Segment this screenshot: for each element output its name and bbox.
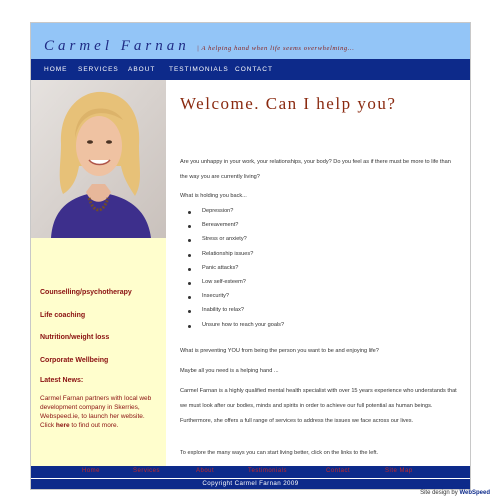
holding-back-text: What is holding you back... <box>180 193 247 199</box>
webspeed-link[interactable]: WebSpeed <box>459 490 490 496</box>
list-item: Panic attacks? <box>188 265 284 279</box>
sidebar-link-life-coaching[interactable]: Life coaching <box>40 312 86 319</box>
site-name[interactable]: Carmel Farnan <box>44 38 190 54</box>
intro-paragraph: Are you unhappy in your work, your relationships, your body? Do you feel as if there must be more to life than the way you are currently living? <box>180 159 451 180</box>
preventing-text: What is preventing YOU from being the person you want to be and enjoying life? <box>180 348 379 354</box>
footer-nav <box>31 466 470 478</box>
list-item: Unsure how to reach your goals? <box>188 322 284 336</box>
list-item: Bereavement? <box>188 222 284 236</box>
list-item: Inability to relax? <box>188 307 284 321</box>
page-title: Welcome. Can I help you? <box>180 94 397 113</box>
site-credit <box>420 490 490 496</box>
copyright-bar: Copyright Carmel Farnan 2009 <box>31 479 470 489</box>
sidebar-link-corporate[interactable]: Corporate Wellbeing <box>40 357 109 364</box>
nav-testimonials[interactable]: TESTIMONIALS <box>169 66 229 73</box>
nav-about[interactable]: ABOUT <box>128 66 156 73</box>
footer-link-testimonials[interactable]: Testimonials <box>248 468 288 474</box>
footer-link-about[interactable]: About <box>196 468 215 474</box>
about-paragraph: Carmel Farnan is a highly qualified mental health specialist with over 15 years experience who understands that we must look after our bodies, minds and spirits in order to achieve our full potential as human beings. Furthermore, she offers a full range of services to address the issues we face across our lives. <box>180 388 457 424</box>
latest-news-text <box>40 394 160 430</box>
list-item: Insecurity? <box>188 293 284 307</box>
nav-services[interactable]: SERVICES <box>78 66 119 73</box>
footer-link-home[interactable]: Home <box>82 468 101 474</box>
nav-contact[interactable]: CONTACT <box>235 66 273 73</box>
latest-news-title: Latest News: <box>40 377 84 384</box>
sidebar-link-counselling[interactable]: Counselling/psychotherapy <box>40 289 132 296</box>
list-item: Stress or anxiety? <box>188 236 284 250</box>
news-body-end: to find out more. <box>69 422 119 429</box>
list-item: Depression? <box>188 208 284 222</box>
footer-link-contact[interactable]: Contact <box>326 468 351 474</box>
footer-link-services[interactable]: Services <box>133 468 161 474</box>
list-item: Low self-esteem? <box>188 279 284 293</box>
concerns-list <box>188 208 284 336</box>
main-content <box>166 80 470 466</box>
site-tagline: | A helping hand when life seems overwhelming... <box>197 45 355 52</box>
nav-home[interactable]: HOME <box>44 66 68 73</box>
portrait-image <box>31 80 166 238</box>
explore-text: To explore the many ways you can start living better, click on the links to the left. <box>180 450 379 456</box>
news-here-link[interactable]: here <box>55 422 70 429</box>
helping-hand-text: Maybe all you need is a helping hand ... <box>180 368 279 374</box>
sidebar-link-nutrition[interactable]: Nutrition/weight loss <box>40 334 110 341</box>
credit-prefix: Site design by <box>420 490 460 496</box>
profile-photo <box>31 80 166 238</box>
sidebar <box>31 238 166 466</box>
site-header <box>31 23 470 59</box>
list-item: Relationship issues? <box>188 251 284 265</box>
footer-link-site-map[interactable]: Site Map <box>385 468 413 474</box>
page-container <box>30 22 471 490</box>
main-nav <box>31 59 470 80</box>
news-body: Carmel Farnan partners with local web development company in Skerries, Webspeed.ie, to launch her website. Click <box>40 395 152 429</box>
